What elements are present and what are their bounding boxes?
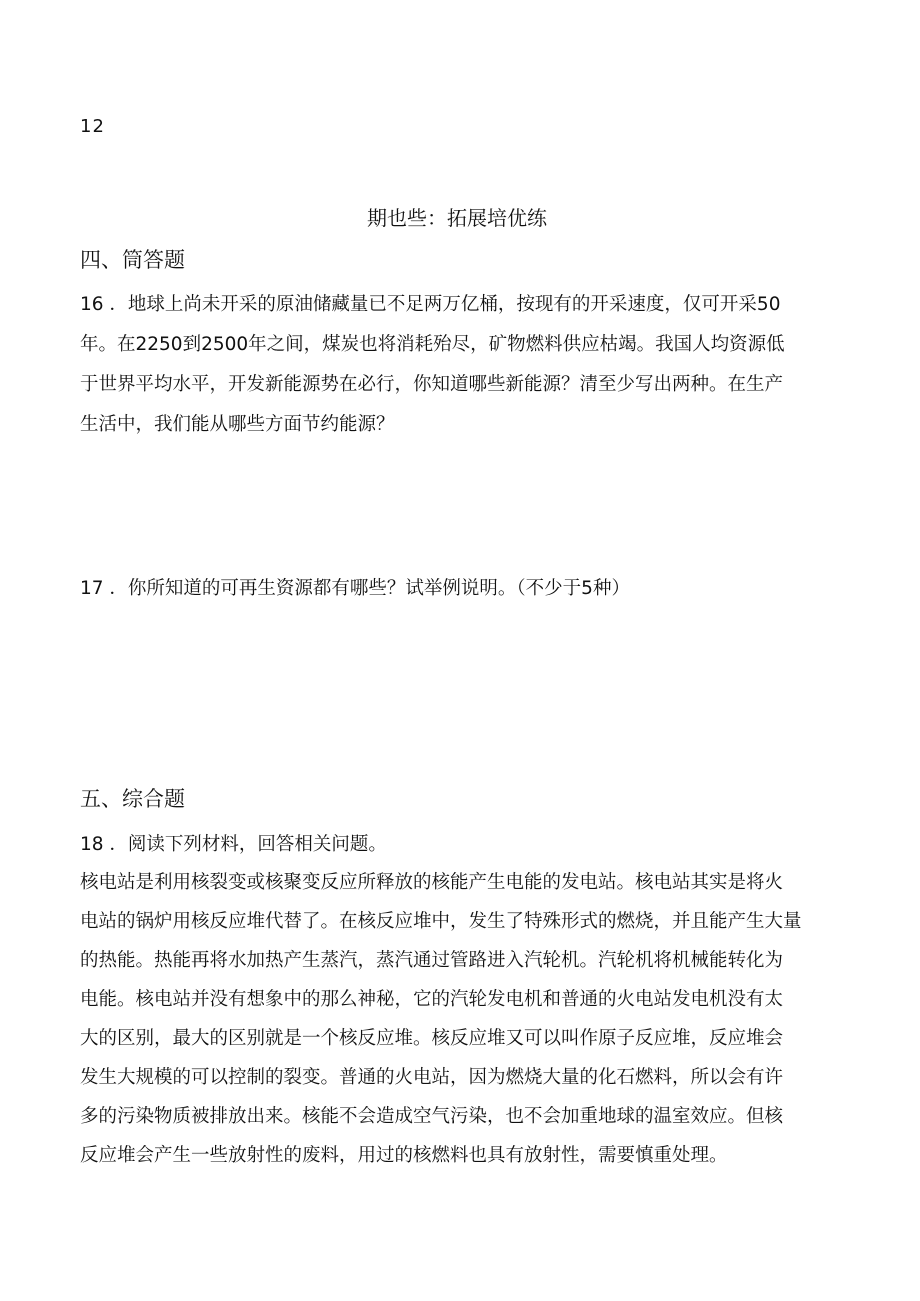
reading-passage-line: 大的区别，最大的区别就是一个核反应堆。核反应堆又可以叫作原子反应堆，反应堆会: [80, 1028, 784, 1049]
reading-passage-line: 的热能。热能再将水加热产生蒸汽，蒸汽通过管路进入汽轮机。汽轮机将机械能转化为: [80, 950, 784, 971]
page-heading: [0, 202, 920, 231]
reading-passage-line: 电站的锅炉用核反应堆代替了。在核反应堆中，发生了特殊形式的燃烧，并且能产生大量: [80, 911, 802, 932]
question-16-line: 生活中，我们能从哪些方面节约能源？: [80, 414, 395, 435]
question-16-line: 16 ．地球上尚未开采的原油储藏量已不足两万亿桶，按现有的开采速度，仅可开采50: [80, 294, 781, 315]
question-17: 17 ．你所知道的可再生资源都有哪些？试举例说明。（不少于5种）: [80, 578, 630, 599]
question-16-line: 年。在2250到2500年之间，煤炭也将消耗殆尽，矿物燃料供应枯竭。我国人均资源低: [80, 334, 785, 355]
question-16-line: 于世界平均水平，开发新能源势在必行，你知道哪些新能源？清至少写出两种。在生产: [80, 374, 784, 395]
section-title-short-answer: 四、筒答题: [80, 248, 185, 272]
reading-passage-line: 反应堆会产生一些放射性的废料，用过的核燃料也具有放射性，需要慎重处理。: [80, 1145, 728, 1166]
reading-passage-line: 电能。核电站并没有想象中的那么神秘，它的汽轮发电机和普通的火电站发电机没有太: [80, 989, 784, 1010]
page-number: 12: [80, 116, 105, 137]
reading-passage-line: 多的污染物质被排放出来。核能不会造成空气污染，也不会加重地球的温室效应。但核: [80, 1106, 784, 1127]
page-heading-text: 期也些：拓展培优练: [367, 206, 547, 230]
reading-passage-line: 核电站是利用核裂变或核聚变反应所释放的核能产生电能的发电站。核电站其实是将火: [80, 872, 784, 893]
question-18-prompt: 18 ．阅读下列材料，回答相关问题。: [80, 834, 387, 855]
section-title-comprehensive: 五、综合题: [80, 787, 185, 811]
reading-passage-line: 发生大规模的可以控制的裂变。普通的火电站，因为燃烧大量的化石燃料，所以会有许: [80, 1067, 784, 1088]
